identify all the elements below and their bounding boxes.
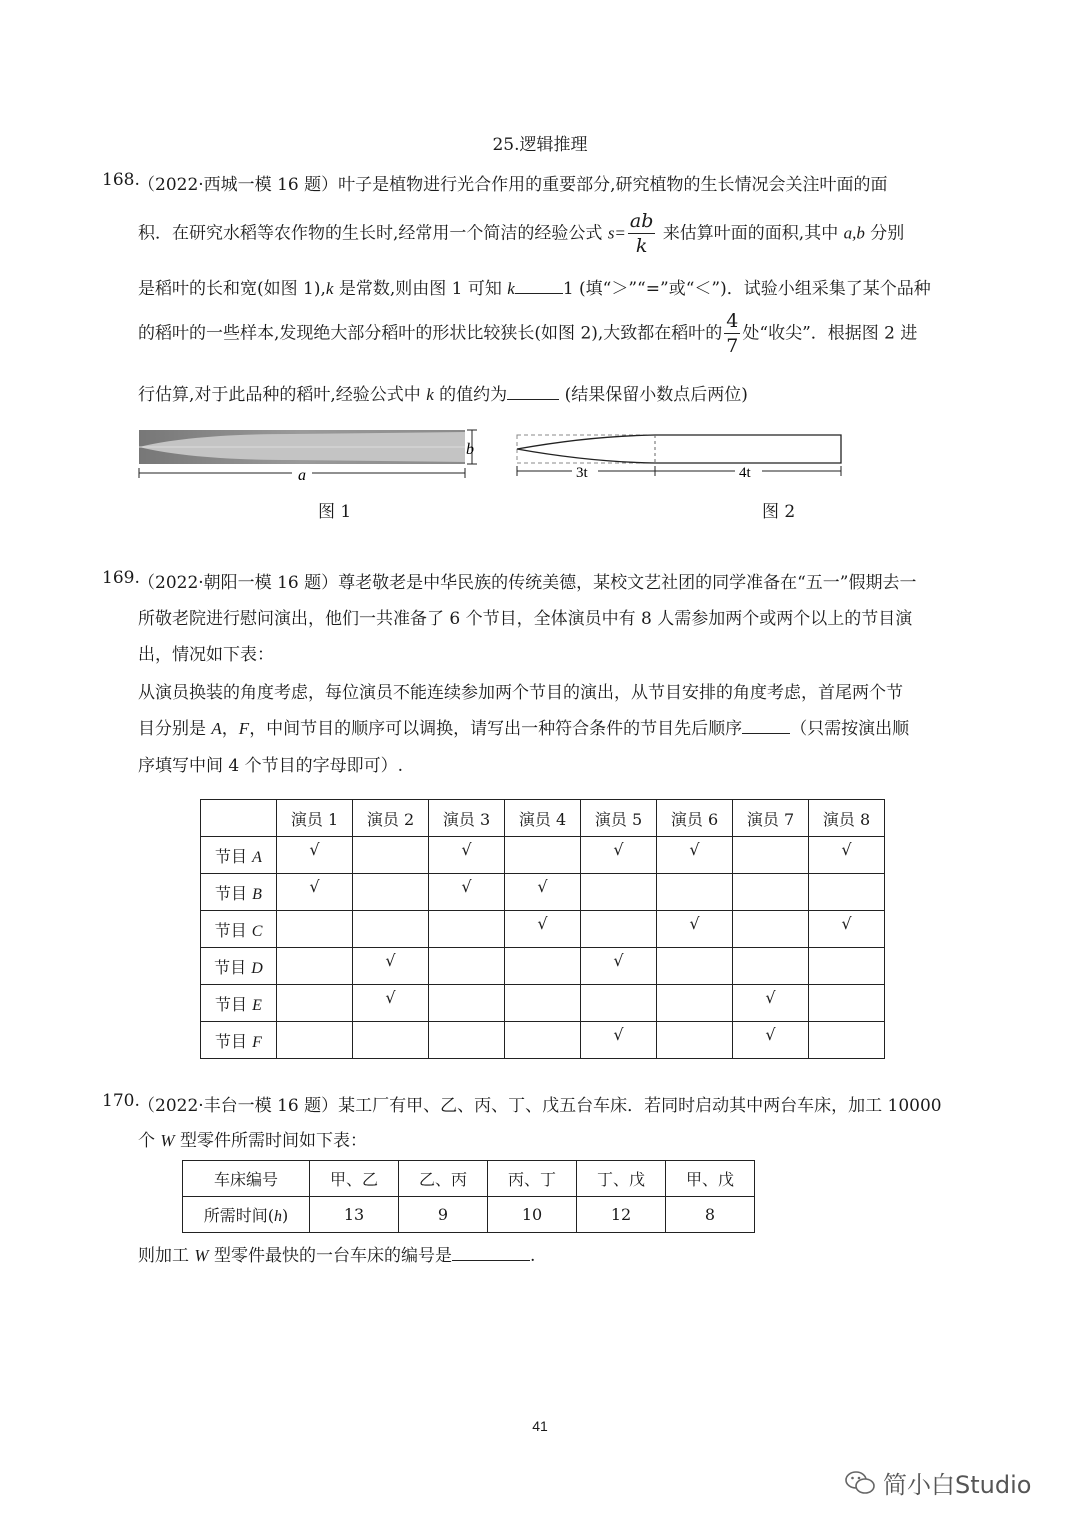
check-mark: √	[309, 876, 320, 896]
program-letter: D	[251, 959, 263, 977]
time-header-a: 所需时间(	[203, 1206, 274, 1225]
q170-line2-b: 型零件所需时间如下表：	[179, 1131, 367, 1151]
header-cell: 演员 2	[353, 800, 429, 837]
check-cell	[733, 985, 809, 1022]
formula-numerator: ab	[629, 210, 654, 232]
check-mark: √	[765, 987, 776, 1007]
program-letter: F	[252, 1033, 262, 1051]
program-letter: A	[252, 848, 262, 866]
comma: ，	[221, 719, 239, 739]
q170-number: 170.	[102, 1091, 140, 1111]
q168-line2-b: 来估算叶面的面积,其中	[662, 223, 839, 244]
check-cell	[505, 837, 581, 874]
table-row	[183, 1161, 755, 1197]
formula-fraction	[628, 212, 656, 256]
q169-line1: （2022·朝阳一模 16 题）尊老敬老是中华民族的传统美德，某校文艺社团的同学准备在“五一”假期去一	[138, 573, 917, 593]
check-cell	[581, 911, 657, 948]
table-header-row	[201, 800, 885, 837]
check-cell	[429, 985, 505, 1022]
check-cell	[353, 1022, 429, 1059]
program-label	[201, 911, 277, 948]
check-cell	[505, 911, 581, 948]
check-cell	[581, 985, 657, 1022]
table-row	[201, 985, 885, 1022]
header-cell: 演员 8	[809, 800, 885, 837]
check-cell	[581, 874, 657, 911]
figure-1-caption: 图 1	[318, 502, 352, 522]
q168-number: 168.	[102, 170, 140, 190]
q168-line2	[138, 212, 904, 256]
q168-line5-a: 行估算,对于此品种的稻叶,经验公式中	[138, 385, 421, 405]
program-prefix: 节目	[214, 920, 247, 940]
answer-blank[interactable]	[452, 1246, 530, 1261]
q169-line3: 出，情况如下表：	[138, 645, 274, 665]
check-cell	[581, 1022, 657, 1059]
answer-blank[interactable]	[515, 279, 563, 294]
figure-2-schematic	[510, 428, 850, 488]
q169-line2: 所敬老院进行慰问演出，他们一共准备了 6 个节目，全体演员中有 8 人需参加两个或两个以上的节目演	[138, 609, 913, 629]
check-mark: √	[613, 950, 624, 970]
check-mark: √	[765, 1024, 776, 1044]
program-label	[201, 948, 277, 985]
check-mark: √	[613, 839, 624, 859]
var-k: k	[426, 385, 434, 404]
check-cell	[733, 911, 809, 948]
row-header-time	[183, 1197, 310, 1233]
check-cell	[809, 1022, 885, 1059]
fraction-4-7	[724, 312, 740, 356]
check-cell	[353, 837, 429, 874]
q168-line5-b: 的值约为	[439, 385, 508, 405]
watermark	[845, 1465, 1031, 1500]
formula-s: s=	[607, 223, 626, 243]
program-prefix: 节目	[215, 883, 248, 903]
leaf-outline	[517, 435, 841, 463]
page-number: 41	[532, 1418, 548, 1434]
check-mark: √	[689, 839, 700, 859]
check-cell	[581, 948, 657, 985]
check-cell	[277, 948, 353, 985]
check-mark: √	[841, 913, 852, 933]
check-mark: √	[309, 839, 320, 859]
q168-line3	[138, 274, 931, 299]
q169-line5-a: 目分别是	[138, 719, 206, 739]
program-letter: E	[252, 996, 262, 1014]
check-mark: √	[537, 876, 548, 896]
formula-denominator: k	[635, 235, 648, 257]
program-label	[201, 837, 277, 874]
corner-cell	[201, 800, 277, 837]
header-cell: 演员 4	[505, 800, 581, 837]
time-header-b: )	[282, 1206, 289, 1225]
lathe-time-table	[182, 1160, 755, 1233]
check-cell	[429, 1022, 505, 1059]
check-cell	[353, 874, 429, 911]
table-row	[201, 911, 885, 948]
q169-number: 169.	[102, 568, 140, 588]
q168-line4-b: 处“收尖”．根据图 2 进	[742, 323, 918, 344]
check-mark: √	[385, 987, 396, 1007]
check-cell	[581, 837, 657, 874]
check-mark: √	[689, 913, 700, 933]
answer-blank[interactable]	[742, 719, 790, 734]
q169-line5-c: （只需按演出顺	[790, 719, 910, 739]
answer-blank[interactable]	[507, 385, 559, 400]
program-prefix: 节目	[215, 1031, 248, 1051]
check-cell	[353, 911, 429, 948]
check-cell	[657, 911, 733, 948]
header-cell: 演员 7	[733, 800, 809, 837]
check-cell	[277, 837, 353, 874]
program-letter: B	[252, 885, 262, 903]
var-W: W	[160, 1131, 175, 1150]
q168-line1: （2022·西城一模 16 题）叶子是植物进行光合作用的重要部分,研究植物的生长情况会关注叶面的面	[138, 175, 888, 195]
q169-line6: 序填写中间 4 个节目的字母即可）.	[138, 756, 404, 776]
header-cell: 演员 6	[657, 800, 733, 837]
var-W: W	[194, 1246, 209, 1265]
table-row	[201, 837, 885, 874]
var-A: A	[211, 719, 222, 738]
table-row	[201, 1022, 885, 1059]
check-mark: √	[841, 839, 852, 859]
table-row	[201, 874, 885, 911]
check-mark: √	[461, 876, 472, 896]
fraction-numerator: 4	[726, 310, 739, 332]
check-cell	[353, 948, 429, 985]
program-prefix: 节目	[214, 957, 247, 977]
dashed-rectangle	[517, 435, 841, 463]
check-cell	[733, 948, 809, 985]
label-4t: 4t	[739, 465, 751, 481]
machine-cell: 丙、丁	[488, 1161, 577, 1197]
wechat-icon	[845, 1470, 875, 1496]
time-cell: 8	[666, 1197, 755, 1233]
q168-line2-a: 积．在研究水稻等农作物的生长时,经常用一个简洁的经验公式	[138, 223, 603, 244]
time-cell: 12	[577, 1197, 666, 1233]
check-cell	[657, 1022, 733, 1059]
check-cell	[809, 985, 885, 1022]
machine-cell: 乙、丙	[399, 1161, 488, 1197]
time-cell: 13	[310, 1197, 399, 1233]
header-cell: 演员 5	[581, 800, 657, 837]
time-cell: 10	[488, 1197, 577, 1233]
check-cell	[657, 948, 733, 985]
figure-1-leaf	[132, 422, 482, 492]
table-row	[183, 1197, 755, 1233]
check-cell	[277, 911, 353, 948]
label-b: b	[466, 441, 474, 458]
q168-line3-c: 1 (填“＞”“=”或“＜”)．试验小组采集了某个品种	[562, 279, 931, 299]
q168-line3-b: 是常数,则由图 1 可知	[338, 279, 502, 299]
check-cell	[657, 874, 733, 911]
q169-line5-b: ，中间节目的顺序可以调换，请写出一种符合条件的节目先后顺序	[249, 719, 743, 739]
check-cell	[733, 874, 809, 911]
check-mark: √	[537, 913, 548, 933]
check-mark: √	[385, 950, 396, 970]
period: .	[529, 1246, 536, 1266]
program-label	[201, 985, 277, 1022]
q169-line5	[138, 714, 909, 739]
check-cell	[505, 985, 581, 1022]
figure-2-caption: 图 2	[762, 502, 796, 522]
program-prefix: 节目	[215, 994, 248, 1014]
q168-vars-ab: a,b	[843, 223, 865, 243]
machine-cell: 丁、戊	[577, 1161, 666, 1197]
watermark-text: 简小白Studio	[883, 1471, 1032, 1499]
q168-line4-a: 的稻叶的一些样本,发现绝大部分稻叶的形状比较狭长(如图 2),大致都在稻叶的	[138, 323, 723, 344]
program-letter: C	[251, 922, 263, 940]
q169-line4: 从演员换装的角度考虑，每位演员不能连续参加两个节目的演出，从节目安排的角度考虑，首尾两个节	[138, 683, 903, 703]
check-cell	[429, 874, 505, 911]
q168-line5-c: (结果保留小数点后两位)	[564, 385, 748, 405]
check-cell	[277, 1022, 353, 1059]
machine-cell: 甲、戊	[666, 1161, 755, 1197]
row-header-machine: 车床编号	[183, 1161, 310, 1197]
check-cell	[657, 985, 733, 1022]
check-cell	[505, 948, 581, 985]
program-label	[201, 874, 277, 911]
check-cell	[733, 837, 809, 874]
q170-line2	[138, 1126, 367, 1151]
check-cell	[277, 985, 353, 1022]
check-cell	[505, 874, 581, 911]
label-a: a	[298, 467, 306, 484]
q168-line3-a: 是稻叶的长和宽(如图 1),	[138, 279, 326, 299]
check-cell	[353, 985, 429, 1022]
check-cell	[277, 874, 353, 911]
check-mark: √	[613, 1024, 624, 1044]
header-cell: 演员 1	[277, 800, 353, 837]
check-cell	[809, 911, 885, 948]
check-cell	[733, 1022, 809, 1059]
q170-answer-b: 型零件最快的一台车床的编号是	[213, 1246, 452, 1266]
table-row	[201, 948, 885, 985]
program-prefix: 节目	[215, 846, 248, 866]
var-k: k	[325, 279, 334, 298]
q168-line5	[138, 380, 748, 405]
q170-answer-line	[138, 1241, 535, 1266]
q168-line4	[138, 312, 917, 356]
header-cell: 演员 3	[429, 800, 505, 837]
machine-cell: 甲、乙	[310, 1161, 399, 1197]
var-k: k	[507, 279, 515, 298]
check-cell	[429, 911, 505, 948]
program-label	[201, 1022, 277, 1059]
fraction-denominator: 7	[726, 335, 739, 357]
check-cell	[809, 874, 885, 911]
check-cell	[809, 948, 885, 985]
check-cell	[429, 837, 505, 874]
actors-programs-table	[200, 799, 885, 1059]
q170-answer-a: 则加工	[138, 1246, 189, 1266]
time-cell: 9	[399, 1197, 488, 1233]
check-cell	[657, 837, 733, 874]
q170-line1: （2022·丰台一模 16 题）某工厂有甲、乙、丙、丁、戊五台车床．若同时启动其中两台车床，加工 10000	[138, 1096, 942, 1116]
var-F: F	[238, 719, 250, 738]
check-cell	[809, 837, 885, 874]
q170-line2-a: 个	[138, 1131, 155, 1151]
check-mark: √	[461, 839, 472, 859]
check-cell	[429, 948, 505, 985]
label-3t: 3t	[576, 465, 588, 481]
var-h: h	[274, 1208, 282, 1225]
q168-line2-c: 分别	[870, 223, 905, 244]
section-title: 25.逻辑推理	[492, 135, 588, 155]
check-cell	[505, 1022, 581, 1059]
